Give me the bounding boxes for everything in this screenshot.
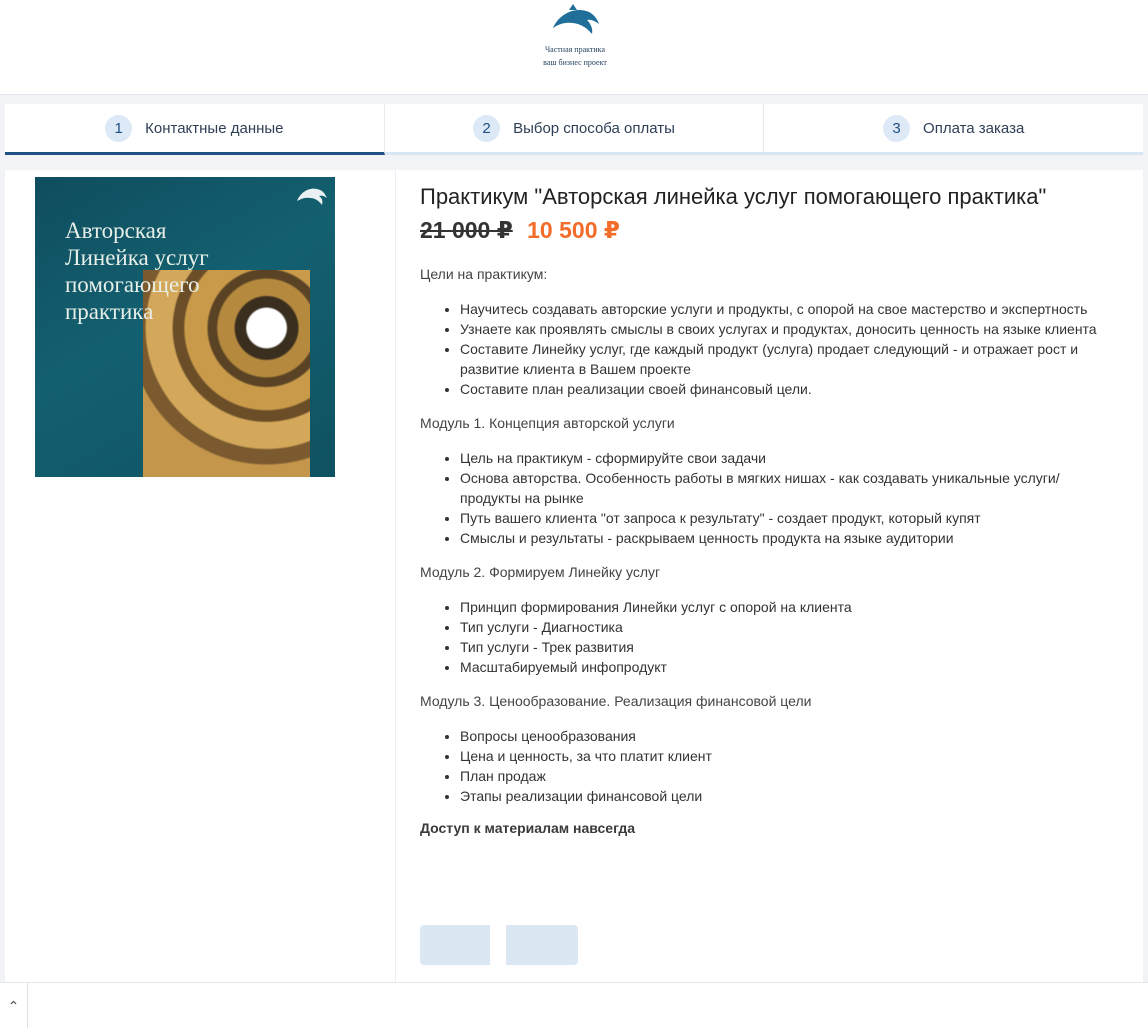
access-note: Доступ к материалам навсегда (420, 820, 636, 836)
logo-tagline-1: Частная практика (544, 45, 605, 54)
cover-title-line: практика (65, 299, 154, 324)
cover-title (65, 217, 209, 325)
module-3-heading: Модуль 3. Ценообразование. Реализация финансовой цели (420, 693, 812, 709)
list-item: • Этапы реализации финансовой цели (460, 786, 1120, 806)
site-logo[interactable] (540, 4, 610, 67)
list-item: • Цена и ценность, за что платит клиент (460, 746, 1120, 766)
list-item: • Смыслы и результаты - раскрываем ценность продукта на языке аудитории (460, 528, 1120, 548)
list-item: • План продаж (460, 766, 1120, 786)
module-2-list (460, 597, 1120, 677)
list-item: • Составите план реализации своей финансовый цели. (460, 379, 1120, 399)
bottom-bar (0, 982, 1148, 1028)
step-label: Контактные данные (145, 119, 284, 137)
step-number: 2 (473, 115, 500, 142)
old-price: 21 000 ₽ (420, 217, 513, 243)
list-item: • Основа авторства. Особенность работы в мягких нишах - как создавать уникальные услуги/продукты на рынке (460, 468, 1120, 508)
list-item: • Путь вашего клиента "от запроса к результату" - создает продукт, который купят (460, 508, 1120, 528)
goals-heading: Цели на практикум: (420, 266, 548, 282)
step-number: 1 (105, 115, 132, 142)
list-item: • Тип услуги - Диагностика (460, 617, 1120, 637)
list-item: • Научитесь создавать авторские услуги и продукты, с опорой на свое мастерство и экспертность (460, 299, 1120, 319)
step-label: Оплата заказа (923, 119, 1025, 137)
step-label: Выбор способа оплаты (513, 119, 675, 137)
list-item: • Узнаете как проявлять смыслы в своих услугах и продуктах, доносить ценность на языке клиента (460, 319, 1120, 339)
checkout-steps (5, 104, 1143, 155)
module-2-heading: Модуль 2. Формируем Линейку услуг (420, 564, 661, 580)
cover-title-line: помогающего (65, 272, 200, 297)
list-item: • Составите Линейку услуг, где каждый продукт (услуга) продает следующий - и отражает рост и развитие клиента в Вашем проекте (460, 339, 1120, 379)
step-payment-method[interactable] (385, 104, 765, 155)
current-price: 10 500 ₽ (527, 217, 620, 243)
product-title: Практикум "Авторская линейка услуг помогающего практика" (420, 184, 1047, 209)
list-item: • Тип услуги - Трек развития (460, 637, 1120, 657)
product-details (420, 182, 1120, 836)
list-item: • Вопросы ценообразования (460, 726, 1120, 746)
button-divider (490, 925, 506, 965)
goals-list (460, 299, 1120, 399)
product-card (5, 170, 1143, 1028)
cover-title-line: Линейка услуг (65, 245, 209, 270)
dolphin-icon (295, 185, 329, 207)
list-item: • Масштабируемый инфопродукт (460, 657, 1120, 677)
price-block (420, 217, 1120, 244)
step-payment[interactable] (764, 104, 1143, 155)
list-item: • Принцип формирования Линейки услуг с опорой на клиента (460, 597, 1120, 617)
module-3-list (460, 726, 1120, 806)
cover-title-line: Авторская (65, 218, 167, 243)
column-divider (395, 170, 396, 1028)
dolphin-icon (547, 4, 603, 38)
chevron-up-icon[interactable]: ⌃ (0, 983, 28, 1028)
header-bar (0, 0, 1148, 95)
step-contacts[interactable] (5, 104, 385, 155)
module-1-list (460, 448, 1120, 548)
module-1-heading: Модуль 1. Концепция авторской услуги (420, 415, 675, 431)
step-number: 3 (883, 115, 910, 142)
product-cover-image (35, 177, 335, 477)
logo-tagline-2: ваш бизнес проект (543, 58, 607, 67)
list-item: • Цель на практикум - сформируйте свои задачи (460, 448, 1120, 468)
buy-button[interactable] (420, 925, 578, 965)
